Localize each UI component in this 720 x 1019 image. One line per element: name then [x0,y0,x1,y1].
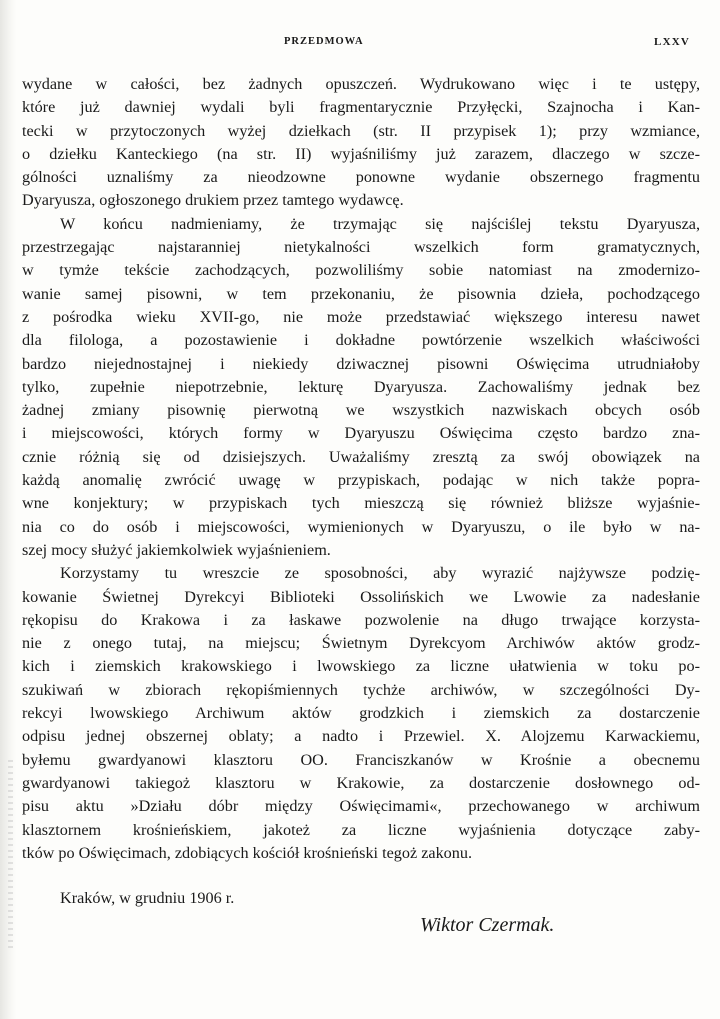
text-line: każdą anomalię zwrócić uwagę w przypiskach, podając w nich także popra- [22,471,700,490]
text-line: żadnej zmiany pisownię pierwotną we wszystkich nazwiskach obcych osób [22,401,700,420]
text-line: i miejscowości, których formy w Dyaryuszu Oświęcima często bardzo zna- [22,424,700,443]
text-line: wanie samej pisowni, w tem przekonaniu, że pisownia dzieła, pochodzącego [22,284,700,303]
author-signature: Wiktor Czermak. [420,914,555,936]
text-line: W końcu nadmieniamy, że trzymając się najściślej tekstu Dyaryusza, [60,214,700,233]
text-line: odpisu jednej obszernej oblaty; a nadto i Przewiel. X. Alojzemu Karwackiemu, [22,727,700,746]
text-line: z pośrodka wieku XVII-go, nie może przedstawiać większego interesu nawet [22,307,700,326]
text-line: o dziełku Kanteckiego (na str. II) wyjaśniliśmy już zarazem, dlaczego w szcze- [22,144,700,163]
text-line: przestrzegając najstaranniej nietykalności wszelkich form gramatycznych, [22,238,700,257]
page-number: LXXV [654,36,690,48]
paragraph [22,73,700,213]
text-line: nie z onego tutaj, na miejscu; Świetnym Dyrekcyom Archiwów aktów grodz- [22,634,700,653]
text-line: byłemu gwardyanowi klasztoru OO. Franciszkanów w Krośnie a obecnemu [22,750,700,769]
text-line: klasztornem krośnieńskiem, jakoteż za liczne wyjaśnienia dotyczące zaby- [22,820,700,839]
page-header [0,36,720,56]
place-date-line: Kraków, w grudniu 1906 r. [60,889,235,907]
text-line: wydane w całości, bez żadnych opuszczeń. Wydrukowano więc i te ustępy, [22,75,700,93]
text-line: cznie różnią się od dzisiejszych. Uważaliśmy zresztą za swój obowiązek na [22,447,700,466]
text-line: Dyaryusza, ogłoszonego drukiem przez tamtego wydawcę. [22,191,404,210]
text-line: w tymże tekście zachodzących, pozwoliliśmy sobie natomiast na zmodernizo- [22,261,700,280]
text-line: które już dawniej wydali byli fragmentarycznie Przyłęcki, Szajnocha i Kan- [22,98,700,117]
text-line: tylko, zupełnie niepotrzebnie, lekturę Dyaryusza. Zachowaliśmy jednak bez [22,377,700,396]
running-head: PRZEDMOWA [284,36,364,47]
text-line: gwardyanowi takiegoż klasztoru w Krakowie, za dostarczenie dosłownego od- [22,773,700,792]
text-line: rekcyi lwowskiego Archiwum aktów grodzkich i ziemskich za dostarczenie [22,704,700,723]
text-line: Korzystamy tu wreszcie ze sposobności, aby wyrazić najżywsze podzię- [60,564,700,583]
paragraph [22,213,700,562]
text-line: kich i ziemskich krakowskiego i lwowskiego za liczne ułatwienia w toku po- [22,657,700,676]
text-line: tecki w przytoczonych wyżej dziełkach (str. II przypisek 1); przy wzmiance, [22,121,700,140]
text-line: wne konjektury; w przypiskach tych mieszczą się również bliższe wyjaśnie- [22,494,700,513]
text-line: pisu aktu »Działu dóbr między Oświęcimami«, przechowanego w archiwum [22,797,700,816]
binding-speckle [8,760,13,950]
body-text [22,73,700,865]
text-line: szej mocy służyć jakiemkolwiek wyjaśnieniem. [22,540,331,559]
text-line: tków po Oświęcimach, zdobiących kościół krośnieński tegoż zakonu. [22,843,472,862]
text-line: rękopisu do Krakowa i za łaskawe pozwolenie na długo trwające korzysta- [22,610,700,629]
text-line: bardzo niejednostajnej i niekiedy dziwacznej pisowni Oświęcima utrudniałoby [22,354,700,373]
text-line: dla filologa, a pozostawienie i dokładne powtórzenie wszelkich właściwości [22,331,700,350]
text-line: kowanie Świetnej Dyrekcyi Biblioteki Ossolińskich we Lwowie za nadesłanie [22,587,700,606]
paragraph [22,562,700,865]
text-line: szukiwań w zbiorach rękopiśmiennych tychże archiwów, w szczególności Dy- [22,680,700,699]
text-line: gólności uznaliśmy za nieodzowne ponowne wydanie obszernego fragmentu [22,168,700,187]
text-line: nia co do osób i miejscowości, wymienionych w Dyaryuszu, o ile było w na- [22,517,700,536]
